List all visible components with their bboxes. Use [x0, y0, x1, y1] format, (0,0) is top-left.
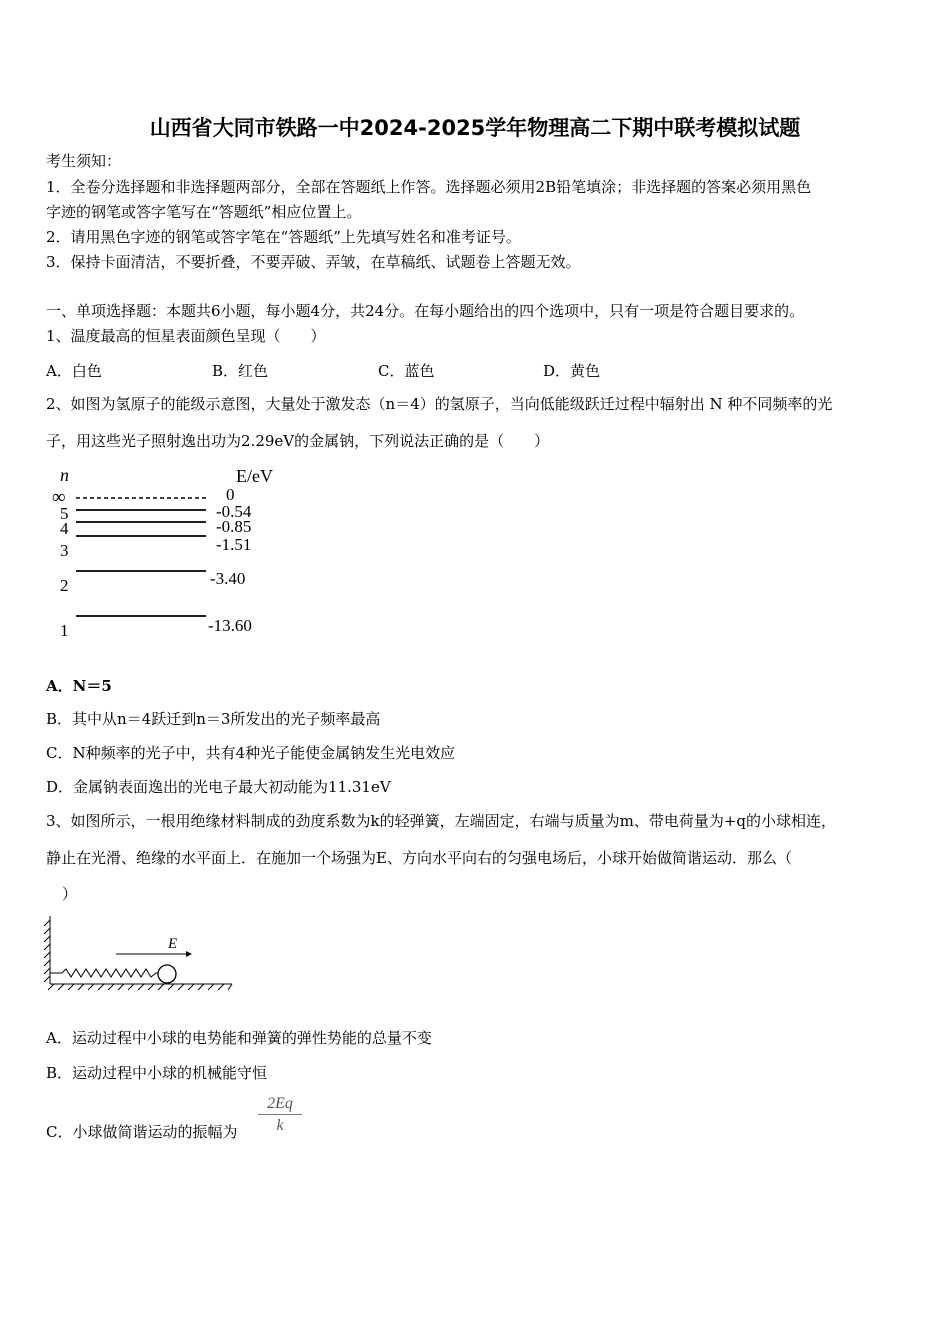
- q1-option-a: A．白色: [46, 362, 102, 380]
- level-e-5: -0.54: [216, 502, 252, 521]
- q3-option-c: C．小球做简谐运动的振幅为: [46, 1123, 238, 1141]
- q1-stem: 1、温度最高的恒星表面颜色呈现（ ）: [46, 327, 326, 345]
- amplitude-fraction: [258, 1095, 302, 1135]
- q2-option-d: D．金属钠表面逸出的光电子最大初动能为11.31eV: [46, 778, 391, 796]
- fraction-numerator: 2Eq: [258, 1095, 302, 1115]
- level-n-2: 2: [60, 576, 69, 595]
- field-arrowhead: [186, 951, 192, 957]
- level-n-5: 5: [60, 504, 69, 523]
- level-e-2: -3.40: [210, 569, 246, 588]
- q1-option-b: B．红色: [212, 362, 269, 380]
- q3-stem-a: 3、如图所示，一根用绝缘材料制成的劲度系数为k的轻弹簧，左端固定，右端与质量为m、带电荷量为+q的小球相连，: [46, 812, 837, 830]
- level-e-3: -1.51: [216, 535, 252, 554]
- q2-option-a: A．N＝5: [46, 677, 112, 695]
- n-axis-label: n: [60, 465, 69, 485]
- fraction-denominator: k: [276, 1117, 284, 1134]
- page-title: 山西省大同市铁路一中2024-2025学年物理高二下期中联考模拟试题: [149, 116, 801, 140]
- notice-line-1b: 字迹的钢笔或答字笔写在“答题纸”相应位置上。: [46, 203, 362, 221]
- level-n-4: 4: [60, 519, 69, 538]
- q2-option-b: B．其中从n＝4跃迁到n＝3所发出的光子频率最高: [46, 710, 381, 728]
- charged-ball: [158, 965, 176, 983]
- notice-line-2: 2．请用黑色字迹的钢笔或答字笔在“答题纸”上先填写姓名和准考证号。: [46, 228, 521, 246]
- q2-stem-b: 子，用这些光子照射逸出功为2.29eV的金属钠，下列说法正确的是（ ）: [46, 432, 550, 450]
- notice-line-1a: 1．全卷分选择题和非选择题两部分，全部在答题纸上作答。选择题必须用2B铅笔填涂；非选择题的答案必须用黑色: [46, 178, 812, 196]
- q2-stem-a: 2、如图为氢原子的能级示意图，大量处于激发态（n＝4）的氢原子，当向低能级跃迁过程中辐射出 N 种不同频率的光: [46, 395, 833, 413]
- energy-level-diagram: [40, 460, 300, 645]
- q3-stem-b: 静止在光滑、绝缘的水平面上．在施加一个场强为E、方向水平向右的匀强电场后，小球开始做简谐运动．那么（: [46, 849, 792, 867]
- level-n-inf: ∞: [52, 487, 66, 508]
- level-n-1: 1: [60, 621, 69, 640]
- q3-option-a: A．运动过程中小球的电势能和弹簧的弹性势能的总量不变: [46, 1029, 432, 1047]
- notice-heading: 考生须知：: [46, 152, 122, 170]
- field-label: E: [168, 936, 178, 952]
- q1-option-d: D．黄色: [543, 362, 601, 380]
- q3-option-b: B．运动过程中小球的机械能守恒: [46, 1064, 268, 1082]
- level-e-inf: 0: [226, 485, 235, 504]
- q3-stem-c: ）: [62, 885, 78, 903]
- level-e-4: -0.85: [216, 517, 252, 536]
- floor: [48, 984, 232, 990]
- section-heading: 一、单项选择题：本题共6小题，每小题4分，共24分。在每小题给出的四个选项中，只有一项是符合题目要求的。: [46, 302, 805, 320]
- notice-line-3: 3．保持卡面清洁，不要折叠，不要弄破、弄皱，在草稿纸、试题卷上答题无效。: [46, 253, 581, 271]
- level-n-3: 3: [60, 541, 69, 560]
- q1-option-c: C．蓝色: [378, 362, 435, 380]
- spring: [50, 969, 158, 977]
- spring-ball-diagram: [40, 912, 240, 994]
- wall: [44, 916, 50, 984]
- energy-axis-label: E/eV: [236, 466, 273, 486]
- q2-option-c: C．N种频率的光子中，共有4种光子能使金属钠发生光电效应: [46, 744, 456, 762]
- level-e-1: -13.60: [208, 616, 252, 635]
